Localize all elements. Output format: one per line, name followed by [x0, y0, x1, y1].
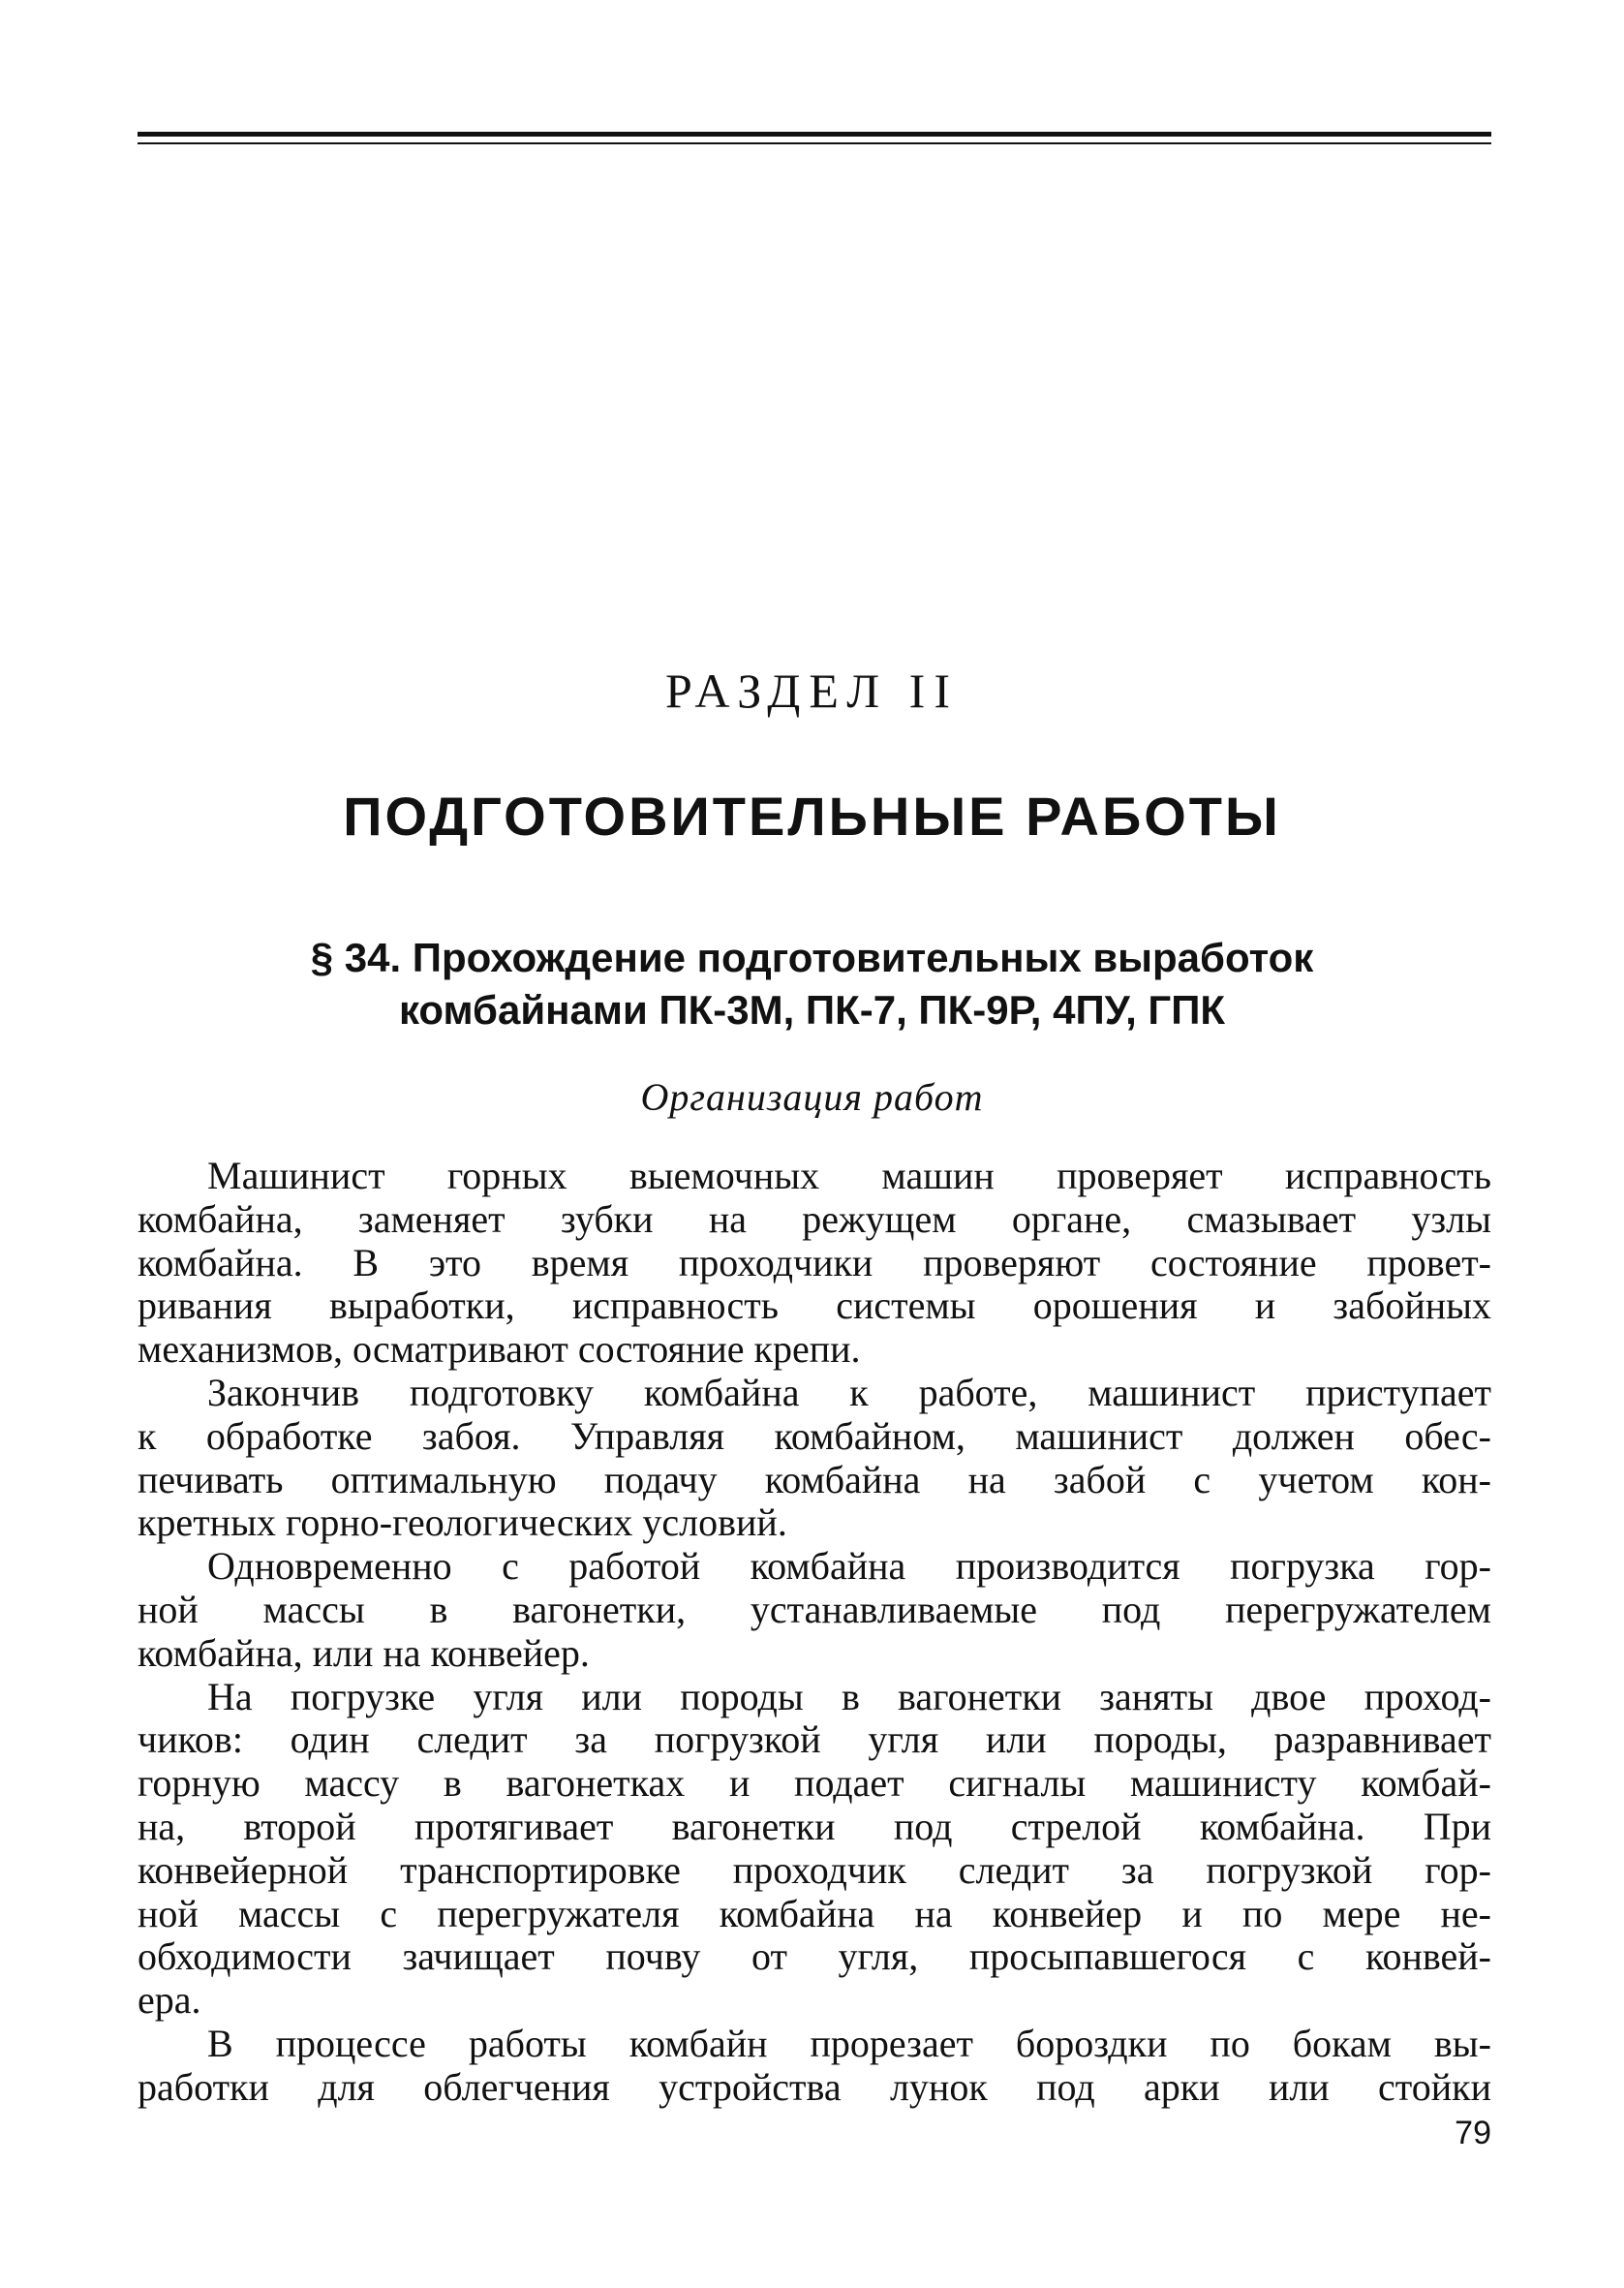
text-line: механизмов, осматривают состояние крепи.	[138, 1327, 861, 1372]
text-line: конвейерной транспортировке проходчик следит за погрузкой гор-	[138, 1847, 1491, 1892]
text-line: Закончив подготовку комбайна к работе, машинист приступает	[207, 1370, 1491, 1414]
section-label: РАЗДЕЛ II	[665, 664, 959, 718]
text-line: В процессе работы комбайн прорезает бороздки по бокам вы-	[207, 2021, 1491, 2065]
paragraph-heading-line: § 34. Прохождение подготовительных выработок	[310, 935, 1314, 980]
text-line: горную массу в вагонетках и подает сигналы машинисту комбай-	[138, 1761, 1491, 1806]
text-line: печивать оптимальную подачу комбайна на забой с учетом кон-	[138, 1457, 1491, 1501]
text-line: Машинист горных выемочных машин проверяет исправность	[207, 1154, 1491, 1197]
text-line: комбайна. В это время проходчики проверяют состояние провет-	[138, 1240, 1491, 1284]
text-line: комбайна, заменяет зубки на режущем органе, смазывает узлы	[138, 1196, 1491, 1241]
text-line: На погрузке угля или породы в вагонетки заняты двое проход-	[207, 1674, 1491, 1718]
section-title: ПОДГОТОВИТЕЛЬНЫЕ РАБОТЫ	[343, 786, 1281, 847]
text-line: Одновременно с работой комбайна производится погрузка гор-	[207, 1544, 1491, 1589]
text-line: чиков: один следит за погрузкой угля или породы, разравнивает	[138, 1717, 1491, 1762]
text-line: ривания выработки, исправность системы орошения и забойных	[138, 1283, 1491, 1328]
text-line: работки для облегчения устройства лунок под арки или стойки	[138, 2064, 1491, 2109]
text-line: к обработке забоя. Управляя комбайном, машинист должен обес-	[138, 1413, 1491, 1458]
subheading: Организация работ	[640, 1075, 984, 1119]
text-line: ной массы в вагонетки, устанавливаемые под перегружателем	[138, 1587, 1491, 1631]
paragraph-heading-line: комбайнами ПК-3М, ПК-7, ПК-9Р, 4ПУ, ГПК	[398, 987, 1226, 1033]
text-line: обходимости зачищает почву от угля, просыпавшегося с конвей-	[138, 1934, 1491, 1979]
text-line: ера.	[138, 1978, 201, 2023]
body-text	[138, 1155, 1491, 2110]
text-line: кретных горно-геологических условий.	[138, 1500, 787, 1545]
text-line: комбайна, или на конвейер.	[138, 1630, 590, 1675]
text-line: ной массы с перегружателя комбайна на конвейер и по мере не-	[138, 1891, 1491, 1935]
top-rule-thin	[138, 142, 1491, 144]
top-rule-thick	[138, 132, 1491, 137]
page-number: 79	[1455, 2115, 1491, 2151]
text-line: на, второй протягивает вагонетки под стрелой комбайна. При	[138, 1804, 1491, 1848]
paragraph-heading	[0, 932, 1624, 1036]
